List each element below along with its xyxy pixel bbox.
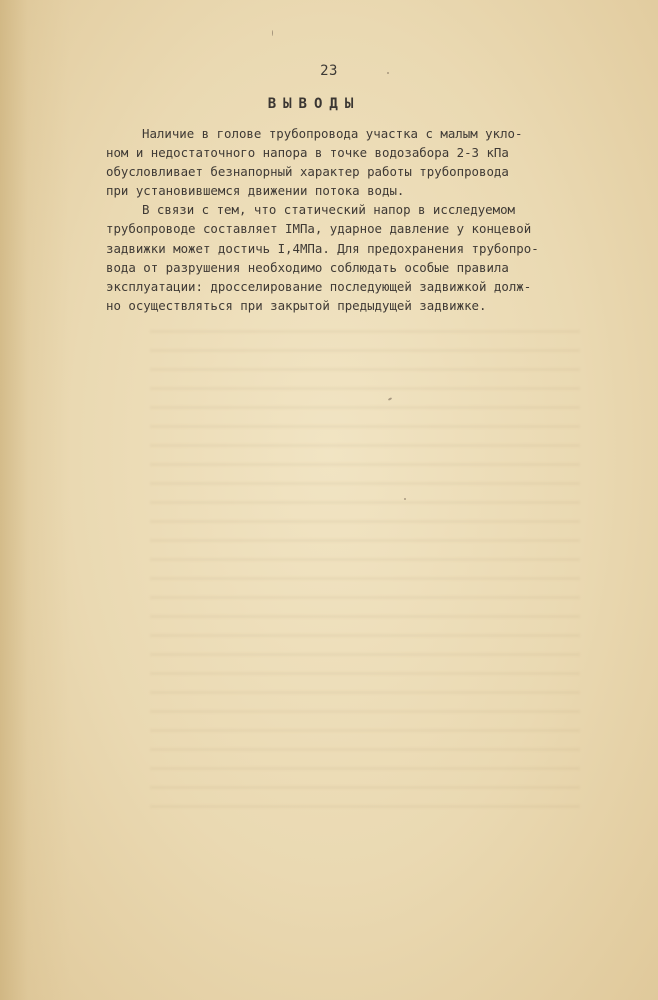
body-text xyxy=(106,124,576,315)
text-line: обусловливает безнапорный характер работы трубопровода xyxy=(106,164,509,180)
show-through-bleed xyxy=(150,330,580,810)
text-line: ном и недостаточного напора в точке водозабора 2-3 кПа xyxy=(106,145,509,161)
page-number: 23 xyxy=(320,63,338,79)
text-line: Наличие в голове трубопровода участка с малым укло- xyxy=(142,126,523,141)
text-line: вода от разрушения необходимо соблюдать особые правила xyxy=(106,259,509,275)
text-line: трубопроводе составляет IМПа, ударное давление у концевой xyxy=(106,221,532,237)
text-line: эксплуатации: дросселирование последующей задвижкой долж- xyxy=(106,278,532,294)
paragraph-2 xyxy=(106,200,576,315)
paper-speck xyxy=(387,72,389,74)
paper-speck xyxy=(272,30,273,36)
paper-speck xyxy=(404,498,406,500)
text-line: но осуществляться при закрытой предыдущей задвижке. xyxy=(106,297,487,313)
text-line: задвижки может достичь I,4МПа. Для предохранения трубопро- xyxy=(106,240,539,256)
section-heading: ВЫВОДЫ xyxy=(267,96,361,112)
paragraph-1 xyxy=(106,124,576,200)
text-line: при установившемся движении потока воды. xyxy=(106,183,405,199)
text-line: В связи с тем, что статический напор в исследуемом xyxy=(142,202,515,218)
